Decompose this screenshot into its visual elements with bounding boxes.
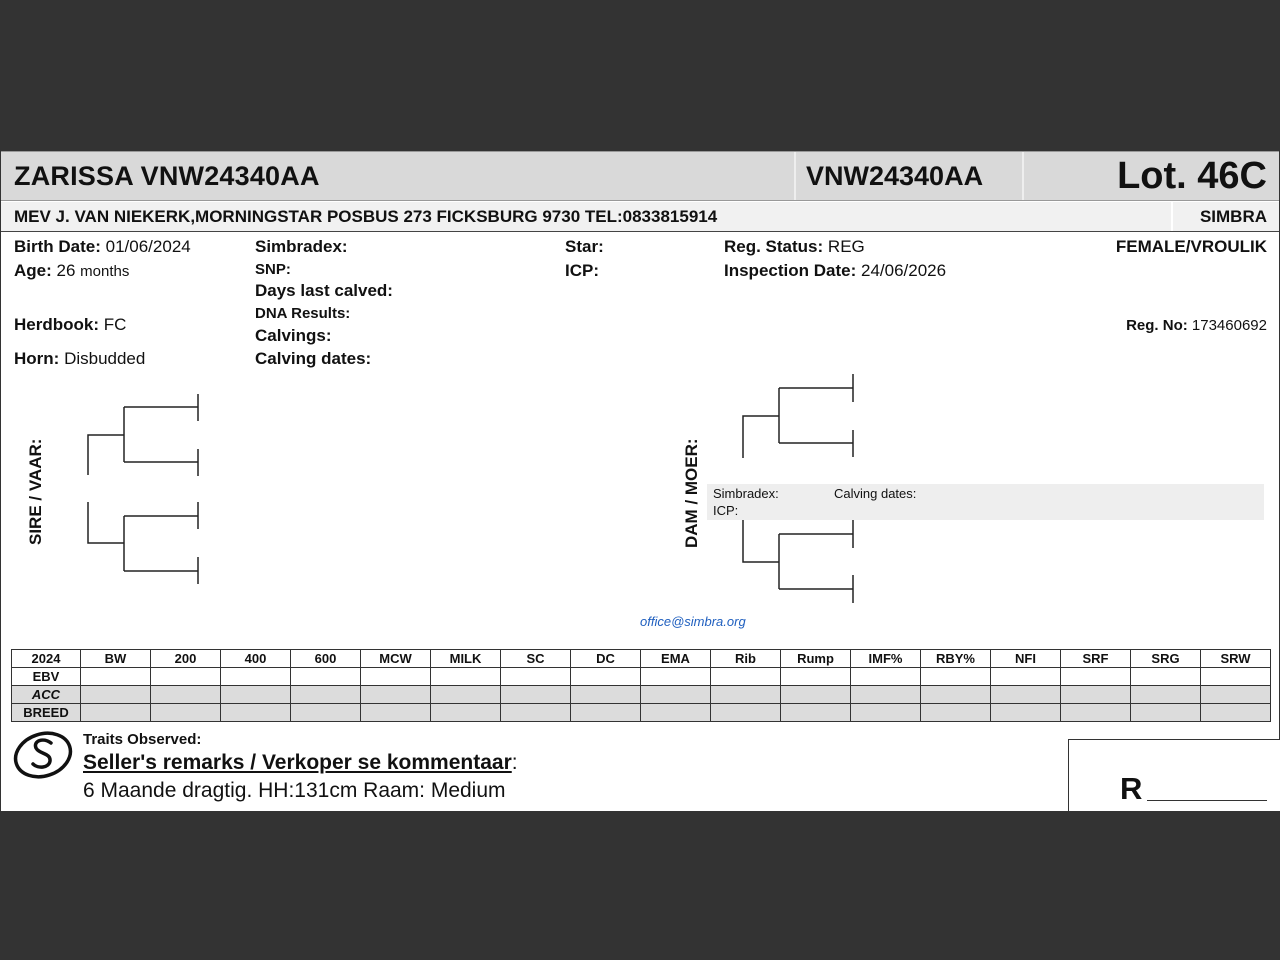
horn-label: Horn:: [14, 349, 60, 368]
table-header-cell: IMF%: [851, 650, 921, 668]
calvings-label: Calvings:: [255, 326, 332, 345]
price-input-line[interactable]: [1147, 800, 1267, 801]
remarks-heading-text: Seller's remarks / Verkoper se kommentaar: [83, 751, 512, 774]
table-header-cell: SRG: [1131, 650, 1201, 668]
dam-bracket: [779, 430, 853, 457]
calving-dates-label: Calving dates:: [255, 349, 372, 368]
herdbook-value: FC: [103, 315, 127, 334]
sire-bracket: [124, 449, 198, 476]
table-header-cell: RBY%: [921, 650, 991, 668]
traits-observed-label: Traits Observed:: [83, 731, 202, 748]
birth-date-label: Birth Date:: [14, 237, 101, 256]
dam-bracket: [743, 520, 779, 562]
email-link[interactable]: office@simbra.org: [640, 614, 746, 629]
table-row: [12, 686, 1271, 704]
row-label-breed: BREED: [12, 704, 81, 722]
lot-card: [1, 151, 1279, 811]
inspection-date-value: 24/06/2026: [860, 261, 947, 280]
sex-label: FEMALE/VROULIK: [1115, 237, 1267, 256]
table-header-cell: BW: [81, 650, 151, 668]
animal-name: ZARISSA VNW24340AA: [14, 161, 320, 191]
simbradex-label: Simbradex:: [255, 237, 348, 256]
table-header-cell: MILK: [431, 650, 501, 668]
inspection-date-label: Inspection Date:: [724, 261, 857, 280]
reg-status-label: Reg. Status:: [724, 237, 824, 256]
dam-bracket: [743, 416, 779, 458]
breed-name: SIMBRA: [1199, 207, 1267, 226]
dna-results-label: DNA Results:: [255, 305, 351, 322]
table-row: [12, 668, 1271, 686]
owner-line: MEV J. VAN NIEKERK,MORNINGSTAR POSBUS 273 FICKSBURG 9730 TEL:0833815914: [14, 207, 718, 226]
sire-bracket: [124, 394, 198, 421]
table-header-cell: 200: [151, 650, 221, 668]
reg-status-value: REG: [827, 237, 865, 256]
table-header-cell: SRW: [1201, 650, 1271, 668]
star-label: Star:: [565, 237, 604, 256]
table-header-cell: SRF: [1061, 650, 1131, 668]
table-header-row: [12, 650, 1271, 668]
table-header-cell: MCW: [361, 650, 431, 668]
icp-label: ICP:: [565, 261, 599, 280]
sire-label: SIRE / VAAR:: [26, 438, 45, 545]
table-header-cell: 2024: [12, 650, 81, 668]
table-header-cell: SC: [501, 650, 571, 668]
sire-bracket: [124, 557, 198, 584]
table-header-cell: 600: [291, 650, 361, 668]
reg-no-label: Reg. No:: [1126, 317, 1188, 334]
table-header-cell: Rib: [711, 650, 781, 668]
age-label: Age:: [14, 261, 52, 280]
table-header-cell: 400: [221, 650, 291, 668]
simbra-logo-icon: [13, 729, 75, 781]
sire-bracket: [88, 435, 124, 475]
price-currency: R: [1120, 771, 1143, 806]
birth-date-value: 01/06/2024: [105, 237, 191, 256]
row-label-ebv: EBV: [12, 668, 81, 686]
table-header-cell: EMA: [641, 650, 711, 668]
row-label-acc: ACC: [12, 686, 81, 704]
snp-label: SNP:: [255, 261, 291, 278]
lot-number: Lot. 46C: [1117, 155, 1267, 197]
herdbook-label: Herdbook:: [14, 315, 99, 334]
dam-label: DAM / MOER:: [682, 438, 701, 548]
remarks-heading: [83, 751, 518, 775]
dam-simbradex-label: Simbradex:: [713, 486, 779, 501]
table-header-cell: DC: [571, 650, 641, 668]
dam-icp-label: ICP:: [713, 503, 739, 518]
horn-value: Disbudded: [64, 349, 146, 368]
pedigree-tree: [1, 151, 1279, 621]
age-value: 26: [56, 261, 76, 280]
dam-bracket: [779, 575, 853, 603]
table-header-cell: Rump: [781, 650, 851, 668]
sire-bracket: [124, 502, 198, 529]
ebv-table: [11, 649, 1271, 722]
dam-bracket: [779, 520, 853, 548]
sire-bracket: [88, 502, 124, 543]
table-header-cell: NFI: [991, 650, 1061, 668]
dam-info-panel: [707, 484, 1264, 520]
dam-bracket: [779, 374, 853, 402]
remarks-colon: :: [511, 751, 518, 774]
table-row: [12, 704, 1271, 722]
registration-code: VNW24340AA: [806, 161, 984, 191]
age-unit: months: [80, 263, 130, 280]
dam-calving-dates-label: Calving dates:: [834, 486, 917, 501]
days-last-calved-label: Days last calved:: [255, 281, 393, 300]
seller-remarks: 6 Maande dragtig. HH:131cm Raam: Medium: [83, 779, 506, 802]
reg-no-value: 173460692: [1191, 317, 1267, 334]
